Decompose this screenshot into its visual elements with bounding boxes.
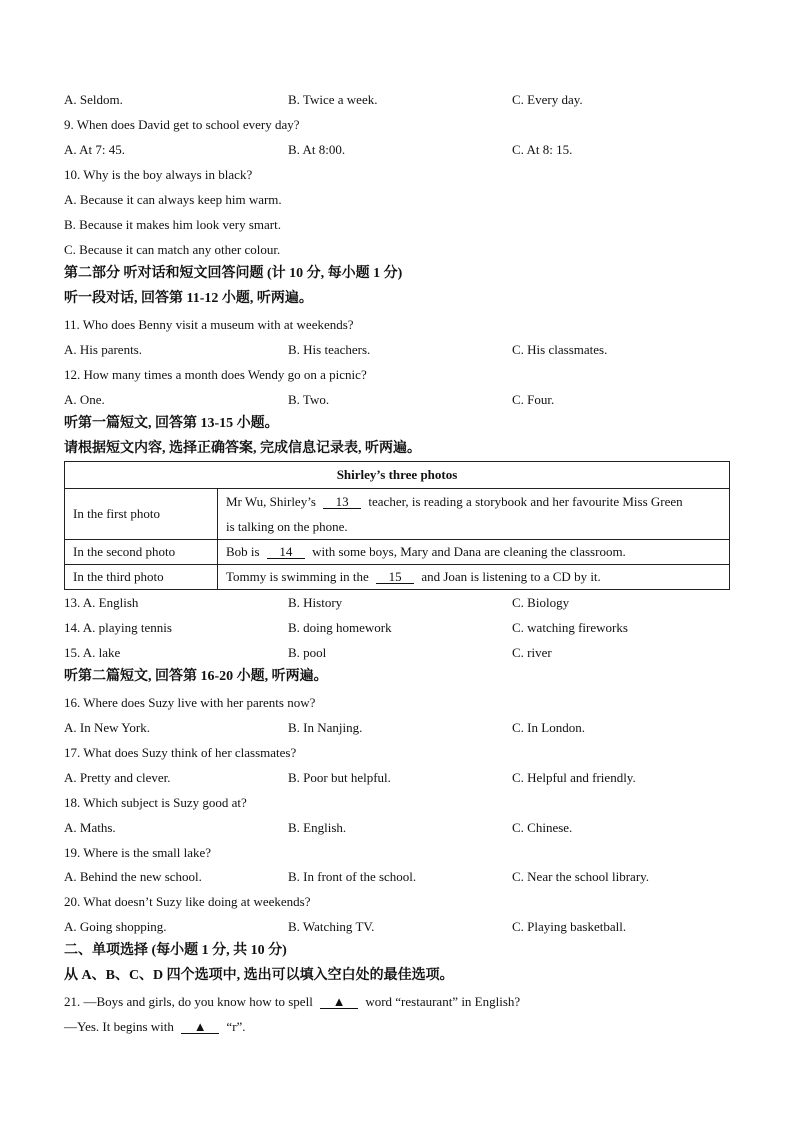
row-label: In the third photo bbox=[65, 565, 218, 590]
q10-option-c: C. Because it can match any other colour. bbox=[64, 242, 281, 257]
q21-text: “r”. bbox=[223, 1019, 246, 1034]
q21-blank-1: ▲ bbox=[320, 995, 358, 1009]
q20-option-b: B. Watching TV. bbox=[288, 919, 375, 934]
q11-question: 11. Who does Benny visit a museum with at weekends? bbox=[64, 317, 354, 332]
q14-option-b: B. doing homework bbox=[288, 620, 392, 635]
row-content bbox=[218, 489, 730, 540]
q12-option-b: B. Two. bbox=[288, 392, 330, 407]
q18-option-a: A. Maths. bbox=[64, 820, 116, 835]
q19-question: 19. Where is the small lake? bbox=[64, 845, 212, 860]
q13-option-a: 13. A. English bbox=[64, 595, 139, 610]
q15-option-a: 15. A. lake bbox=[64, 645, 121, 660]
row-text: with some boys, Mary and Dana are cleaning the classroom. bbox=[308, 544, 626, 559]
row-text: is talking on the phone. bbox=[226, 519, 348, 534]
q15-option-b: B. pool bbox=[288, 645, 327, 660]
q21-text: —Yes. It begins with bbox=[64, 1019, 178, 1034]
q21-question-line2 bbox=[64, 1019, 246, 1035]
q9-option-c: C. At 8: 15. bbox=[512, 142, 573, 157]
row-text: and Joan is listening to a CD by it. bbox=[418, 569, 601, 584]
q10-option-b: B. Because it makes him look very smart. bbox=[64, 217, 281, 232]
q19-option-b: B. In front of the school. bbox=[288, 869, 417, 884]
q21-question-line1 bbox=[64, 994, 520, 1010]
row-text: Tommy is swimming in the bbox=[226, 569, 373, 584]
answer-blank-14: 14 bbox=[267, 545, 305, 559]
q8-option-a: A. Seldom. bbox=[64, 92, 123, 107]
section2-heading: 二、单项选择 (每小题 1 分, 共 10 分) bbox=[64, 943, 287, 958]
q19-option-c: C. Near the school library. bbox=[512, 869, 650, 884]
q20-option-c: C. Playing basketball. bbox=[512, 919, 627, 934]
q21-text: word “restaurant” in English? bbox=[362, 994, 521, 1009]
q18-question: 18. Which subject is Suzy good at? bbox=[64, 795, 247, 810]
q19-option-a: A. Behind the new school. bbox=[64, 869, 202, 884]
q14-option-c: C. watching fireworks bbox=[512, 620, 628, 635]
row-label: In the second photo bbox=[65, 540, 218, 565]
q15-option-c: C. river bbox=[512, 645, 552, 660]
q13-option-c: C. Biology bbox=[512, 595, 570, 610]
row-content bbox=[218, 540, 730, 565]
q12-option-c: C. Four. bbox=[512, 392, 555, 407]
q9-question: 9. When does David get to school every day? bbox=[64, 117, 300, 132]
q11-option-b: B. His teachers. bbox=[288, 342, 371, 357]
q21-text: 21. —Boys and girls, do you know how to spell bbox=[64, 994, 317, 1009]
q9-option-a: A. At 7: 45. bbox=[64, 142, 126, 157]
row-content bbox=[218, 565, 730, 590]
q11-option-c: C. His classmates. bbox=[512, 342, 608, 357]
table-title: Shirley’s three photos bbox=[65, 462, 730, 489]
table-row bbox=[65, 540, 730, 565]
q17-option-c: C. Helpful and friendly. bbox=[512, 770, 636, 785]
passage1-heading: 听第一篇短文, 回答第 13-15 小题。 bbox=[64, 416, 279, 431]
row-text: teacher, is reading a storybook and her favourite Miss Green bbox=[365, 494, 683, 509]
q16-option-a: A. In New York. bbox=[64, 720, 150, 735]
row-text: Bob is bbox=[226, 544, 263, 559]
q18-option-b: B. English. bbox=[288, 820, 347, 835]
table-row bbox=[65, 489, 730, 540]
q17-option-a: A. Pretty and clever. bbox=[64, 770, 171, 785]
q12-question: 12. How many times a month does Wendy go on a picnic? bbox=[64, 367, 367, 382]
q20-option-a: A. Going shopping. bbox=[64, 919, 167, 934]
section2-instruction: 从 A、B、C、D 四个选项中, 选出可以填入空白处的最佳选项。 bbox=[64, 968, 454, 983]
q16-option-c: C. In London. bbox=[512, 720, 585, 735]
q14-option-a: 14. A. playing tennis bbox=[64, 620, 172, 635]
q13-option-b: B. History bbox=[288, 595, 343, 610]
q9-option-b: B. At 8:00. bbox=[288, 142, 346, 157]
passage2-heading: 听第二篇短文, 回答第 16-20 小题, 听两遍。 bbox=[64, 669, 328, 684]
q8-option-c: C. Every day. bbox=[512, 92, 583, 107]
passage1-instruction: 请根据短文内容, 选择正确答案, 完成信息记录表, 听两遍。 bbox=[64, 441, 421, 456]
part2-instruction: 听一段对话, 回答第 11-12 小题, 听两遍。 bbox=[64, 291, 313, 306]
row-label: In the first photo bbox=[65, 489, 218, 540]
q17-option-b: B. Poor but helpful. bbox=[288, 770, 391, 785]
q17-question: 17. What does Suzy think of her classmates? bbox=[64, 745, 297, 760]
row-text: Mr Wu, Shirley’s bbox=[226, 494, 320, 509]
q16-option-b: B. In Nanjing. bbox=[288, 720, 363, 735]
part2-heading: 第二部分 听对话和短文回答问题 (计 10 分, 每小题 1 分) bbox=[64, 266, 403, 281]
q10-question: 10. Why is the boy always in black? bbox=[64, 167, 253, 182]
q16-question: 16. Where does Suzy live with her parents now? bbox=[64, 695, 316, 710]
q10-option-a: A. Because it can always keep him warm. bbox=[64, 192, 282, 207]
info-record-table bbox=[64, 461, 730, 590]
q8-option-b: B. Twice a week. bbox=[288, 92, 378, 107]
q12-option-a: A. One. bbox=[64, 392, 105, 407]
q21-blank-2: ▲ bbox=[181, 1020, 219, 1034]
answer-blank-15: 15 bbox=[376, 570, 414, 584]
answer-blank-13: 13 bbox=[323, 495, 361, 509]
q11-option-a: A. His parents. bbox=[64, 342, 142, 357]
q20-question: 20. What doesn’t Suzy like doing at weekends? bbox=[64, 894, 311, 909]
table-row bbox=[65, 565, 730, 590]
q18-option-c: C. Chinese. bbox=[512, 820, 573, 835]
